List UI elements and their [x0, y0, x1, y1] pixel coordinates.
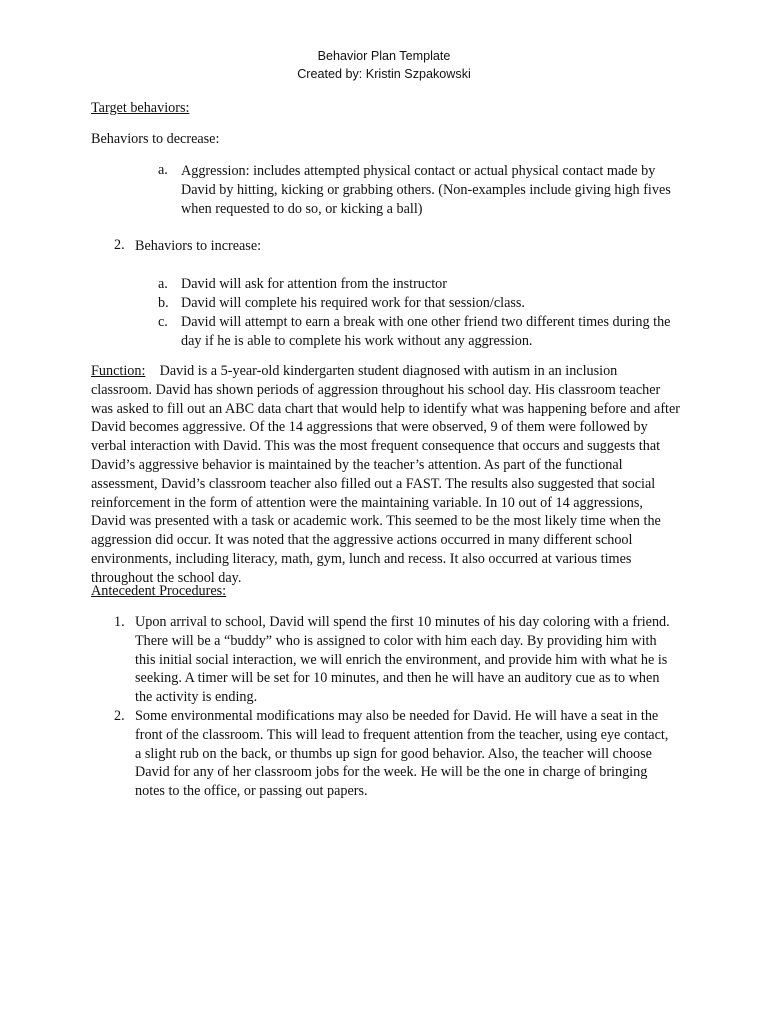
increase-item — [0, 313, 768, 351]
antecedent-heading: Antecedent Procedures: — [91, 583, 227, 599]
antecedent-item — [0, 707, 768, 801]
increase-item — [0, 275, 768, 294]
increase-item-text: David will complete his required work for that session/class. — [181, 295, 525, 311]
increase-item-text: David will attempt to earn a break with one other friend two different times during the day if he is able to complete his work without any aggression. — [181, 314, 671, 349]
function-heading: Function: — [91, 363, 146, 379]
document-author: Created by: Kristin Szpakowski — [297, 67, 471, 81]
decrease-item-marker: a. — [158, 162, 168, 178]
increase-marker: 2. — [114, 237, 125, 253]
antecedent-item-text: Upon arrival to school, David will spend the first 10 minutes of his day coloring with a friend. There will be a “buddy” who is assigned to color with him each day. By providing him with this initial social interaction, we will enrich the environment, and provide him with what he is seeking. A timer will be set for 10 minutes, and then he will have an auditory cue as to when the activity is ending. — [135, 614, 670, 706]
increase-item-marker: c. — [158, 314, 168, 330]
document-title: Behavior Plan Template — [317, 49, 451, 63]
decrease-label: Behaviors to decrease: — [91, 131, 220, 147]
increase-item-marker: a. — [158, 276, 168, 292]
increase-label: Behaviors to increase: — [135, 238, 262, 254]
function-text: David is a 5-year-old kindergarten student diagnosed with autism in an inclusion classroom. David has shown periods of aggression throughout his school day. His classroom teacher was asked to fill out an ABC data chart that would help to identify what was happening before and after David becomes aggressive. Of the 14 aggressions that were observed, 9 of them were followed by verbal interaction with David. This was the most frequent consequence that occurs and suggests that David’s aggressive behavior is maintained by the teacher’s attention. As part of the functional assessment, David’s classroom teacher also filled out a FAST. The results also suggested that social reinforcement in the form of attention were the maintaining variable. In 10 out of 14 aggressions, David was presented with a task or academic work. This seemed to be the most likely time when the aggression did occur. It was noted that the aggressive actions occurred in many different school environments, including literacy, math, gym, lunch and recess. It also occurred at various times throughout the school day. — [91, 363, 681, 586]
increase-item-marker: b. — [158, 295, 169, 311]
antecedent-item-marker: 2. — [114, 708, 125, 724]
decrease-item-text: Aggression: includes attempted physical contact or actual physical contact made by David by hitting, kicking or grabbing others. (Non-examples include giving high fives when requested to do so, or kicking a ball) — [181, 163, 671, 217]
antecedent-item — [0, 613, 768, 707]
antecedent-item-text: Some environmental modifications may also be needed for David. He will have a seat in the front of the classroom. This will lead to frequent attention from the teacher, using eye contact, a slight rub on the back, or thumbs up sign for good behavior. Also, the teacher will choose David for any of her classroom jobs for the week. He will be the one in charge of bringing notes to the office, or passing out papers. — [135, 708, 669, 800]
increase-item-text: David will ask for attention from the instructor — [181, 276, 447, 292]
document-header — [0, 47, 768, 83]
antecedent-item-marker: 1. — [114, 614, 125, 630]
function-section — [91, 362, 681, 588]
increase-item — [0, 294, 768, 313]
target-behaviors-heading: Target behaviors: — [91, 100, 190, 116]
